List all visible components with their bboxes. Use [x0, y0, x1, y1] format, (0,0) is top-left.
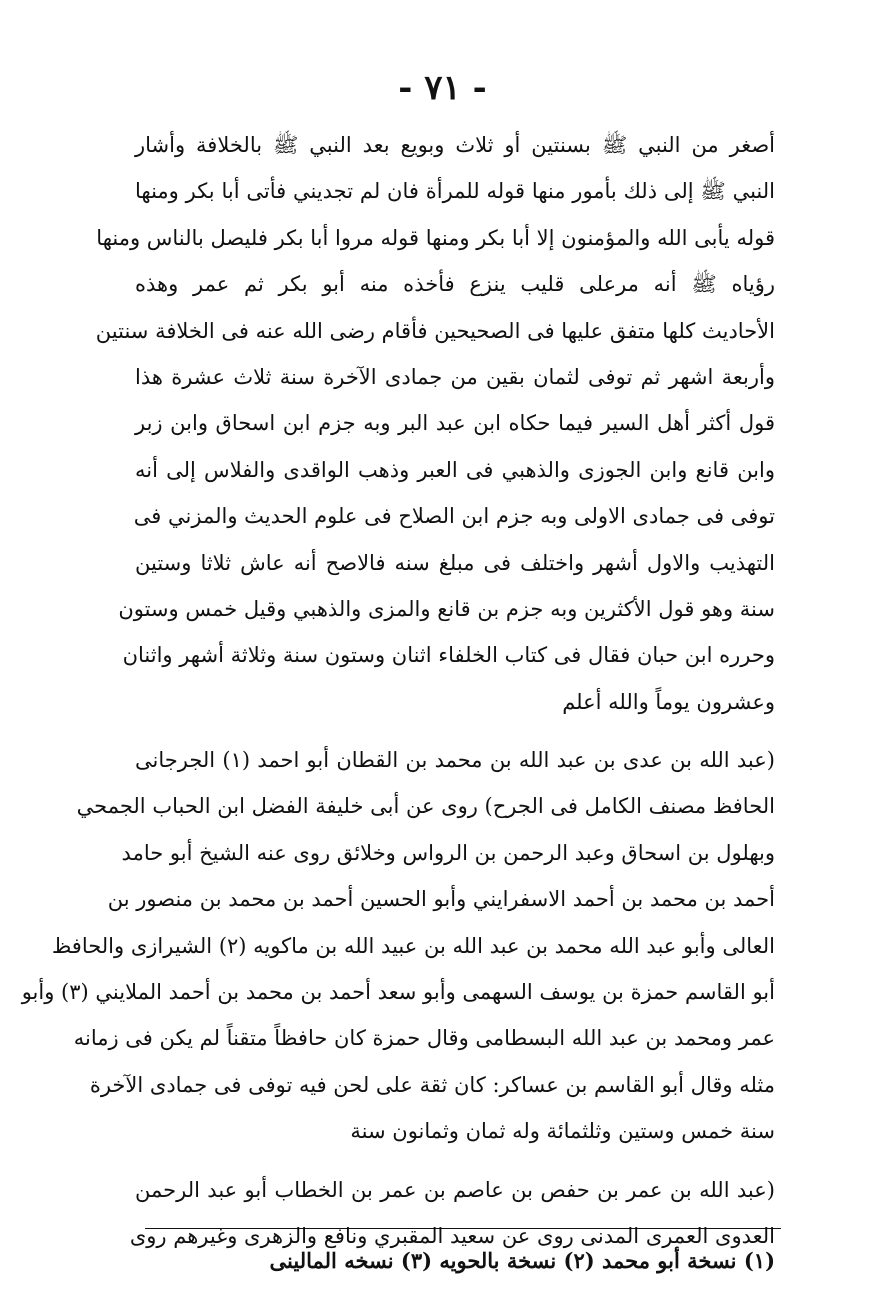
page-number: - ٧١ - [398, 68, 487, 108]
paragraph-abu-bakr [95, 122, 775, 725]
text-line: عمر ومحمد بن عبد الله البسطامى وقال حمزة كان حافظاً متقناً لم يكن فى زمانه [73, 1026, 775, 1051]
paragraph-ibn-adi [21, 737, 775, 1155]
text-line: وابن قانع وابن الجوزى والذهبي فى العبر وذهب الواقدى والفلاس إلى أنه [135, 457, 775, 482]
text-line: (عبد الله بن عدى بن عبد الله بن محمد بن القطان أبو احمد (١) الجرجانى [135, 748, 775, 773]
text-line: أحمد بن محمد بن أحمد الاسفرايني وأبو الحسين أحمد بن محمد بن منصور بن [107, 887, 775, 912]
text-line: أصغر من النبي ﷺ بسنتين أو ثلاث وبويع بعد النبي ﷺ بالخلافة وأشار [135, 133, 775, 157]
paragraph-gap [135, 725, 775, 737]
footnote-divider [145, 1228, 781, 1229]
text-line: رؤياه ﷺ أنه مرعلى قليب ينزع فأخذه منه أبو بكر ثم عمر وهذه [135, 272, 775, 297]
text-line: النبي ﷺ إلى ذلك بأمور منها قوله للمرأة فان لم تجديني فأتى أبا بكر ومنها [135, 179, 775, 204]
text-line: وحرره ابن حبان فقال فى كتاب الخلفاء اثنان وستون سنة وثلاثة أشهر واثنان [122, 643, 775, 668]
text-line: توفى فى جمادى الاولى وبه جزم ابن الصلاح فى علوم الحديث والمزني فى [133, 504, 775, 529]
text-line: مثله وقال أبو القاسم بن عساكر: كان ثقة على لحن فيه توفى فى جمادى الآخرة [89, 1072, 775, 1097]
text-line: قوله يأبى الله والمؤمنون إلا أبا بكر ومنها قوله مروا أبا بكر فليصل بالناس ومنها [96, 225, 775, 250]
text-line: قول أكثر أهل السير فيما حكاه ابن عبد البر وبه جزم ابن اسحاق وابن زبر [135, 411, 775, 436]
text-line: التهذيب والاول أشهر واختلف فى مبلغ سنه فالاصح أنه عاش ثلاثا وستين [135, 550, 775, 575]
text-line: العالى وأبو عبد الله محمد بن عبد الله بن عبيد الله بن ماكويه (٢) الشيرازى والحافظ [51, 933, 775, 958]
text-line: الأحاديث كلها متفق عليها فى الصحيحين فأقام رضى الله عنه فى الخلافة سنتين [95, 318, 775, 343]
text-line: وأربعة اشهر ثم توفى لثمان بقين من جمادى الآخرة سنة ثلاث عشرة هذا [135, 364, 775, 389]
paragraph-gap [135, 1155, 775, 1167]
text-line: أبو القاسم حمزة بن يوسف السهمى وأبو سعد أحمد بن محمد بن أحمد الملايني (٣) وأبو [21, 980, 775, 1005]
text-line: الحافظ مصنف الكامل فى الجرح) روى عن أبى خليفة الفضل ابن الحباب الجمحي [76, 794, 775, 819]
text-line: وبهلول بن اسحاق وعبد الرحمن بن الرواس وخلائق روى عنه الشيخ أبو حامد [121, 840, 775, 865]
text-line: العدوى العمرى المدنى روى عن سعيد المقبري ونافع والزهرى وغيرهم روى [129, 1223, 775, 1248]
text-line: سنة خمس وستين وثلثمائة وله ثمان وثمانون سنة [350, 1119, 775, 1144]
text-line: وعشرون يوماً والله أعلم [562, 689, 775, 714]
text-line: (عبد الله بن عمر بن حفص بن عاصم بن عمر بن الخطاب أبو عبد الرحمن [135, 1177, 775, 1202]
main-text [21, 122, 775, 1259]
footnotes: (١) نسخة أبو محمد (٢) نسخة بالحويه (٣) نسخه المالينى [269, 1248, 775, 1273]
text-line: سنة وهو قول الأكثرين وبه جزم بن قانع والمزى والذهبي وقيل خمس وستون [118, 596, 775, 621]
